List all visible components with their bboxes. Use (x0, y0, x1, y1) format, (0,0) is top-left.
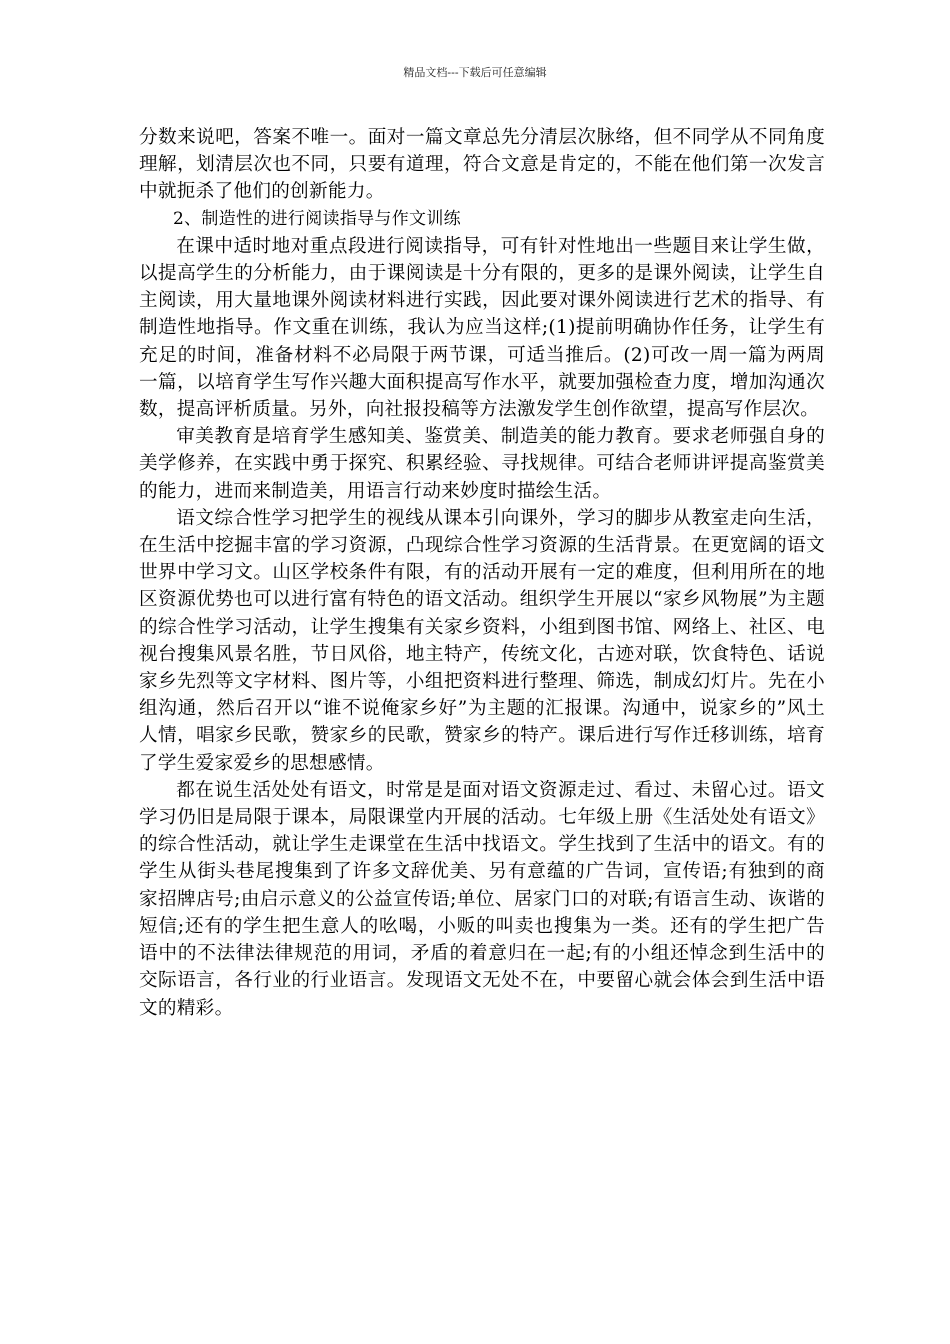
section-heading: 2、制造性的进行阅读指导与作文训练 (173, 208, 461, 229)
page-header: 精品文档---下载后可任意编辑 (403, 66, 547, 79)
paragraph-language-in-life: 都在说生活处处有语文，时常是是面对语文资源走过、看过、未留心过。语文学习仍旧是局限于课本，局限课堂内开展的活动。七年级上册《生活处处有语文》的综合性活动，就让学生走课堂在生活中找语文。学生找到了生活中的语文。有的学生从街头巷尾搜集到了许多文辞优美、另有意蕴的广告词，宣传语;有独到的商家招牌店号;由启示意义的公益宣传语;单位、居家门口的对联;有语言生动、诙谐的短信;还有的学生把生意人的吆喝，小贩的叫卖也搜集为一类。还有的学生把广告语中的不法律法律规范的用词，矛盾的着意归在一起;有的小组还悼念到生活中的交际语言，各行业的行业语言。发现语文无处不在，中要留心就会体会到生活中语文的精彩。 (139, 779, 825, 1019)
paragraph-reading-guidance: 在课中适时地对重点段进行阅读指导，可有针对性地出一些题目来让学生做，以提高学生的分析能力，由于课阅读是十分有限的，更多的是课外阅读，让学生自主阅读，用大量地课外阅读材料进行实践，因此要对课外阅读进行艺术的指导、有制造性地指导。作文重在训练，我认为应当这样;(1)提前明确协作任务，让学生有充足的时间，准备材料不必局限于两节课，可适当推后。(2)可改一周一篇为两周一篇，以培育学生写作兴趣大面积提高写作水平，就要加强检查力度，增加沟通次数，提高评析质量。另外，向社报投稿等方法激发学生创作欲望，提高写作层次。 (139, 235, 825, 421)
document-body (139, 124, 825, 1022)
paragraph-comprehensive-learning: 语文综合性学习把学生的视线从课本引向课外，学习的脚步从教室走向生活，在生活中挖掘丰富的学习资源，凸现综合性学习资源的生活背景。在更宽阔的语文世界中学习文。山区学校条件有限，有的活动开展有一定的难度，但利用所在的地区资源优势也可以进行富有特色的语文活动。组织学生开展以“家乡风物展”为主题的综合性学习活动，让学生搜集有关家乡资料，小组到图书馆、网络上、社区、电视台搜集风景名胜，节日风俗，地主特产，传统文化，古迹对联，饮食特色、话说家乡先烈等文字材料、图片等，小组把资料进行整理、筛选，制成幻灯片。先在小组沟通，然后召开以“谁不说俺家乡好”为主题的汇报课。沟通中，说家乡的”风土人情，唱家乡民歌，赞家乡的民歌，赞家乡的特产。课后进行写作迁移训练，培育了学生爱家爱乡的思想感情。 (139, 507, 825, 774)
paragraph-aesthetic-education: 审美教育是培育学生感知美、鉴赏美、制造美的能力教育。要求老师强自身的美学修养，在实践中勇于探究、积累经验、寻找规律。可结合老师讲评提高鉴赏美的能力，进而来制造美，用语言行动来妙度时描绘生活。 (139, 426, 825, 502)
paragraph-continuation: 分数来说吧，答案不唯一。面对一篇文章总先分清层次脉络，但不同学从不同角度理解，划清层次也不同，只要有道理，符合文意是肯定的，不能在他们第一次发言中就扼杀了他们的创新能力。 (139, 127, 825, 203)
